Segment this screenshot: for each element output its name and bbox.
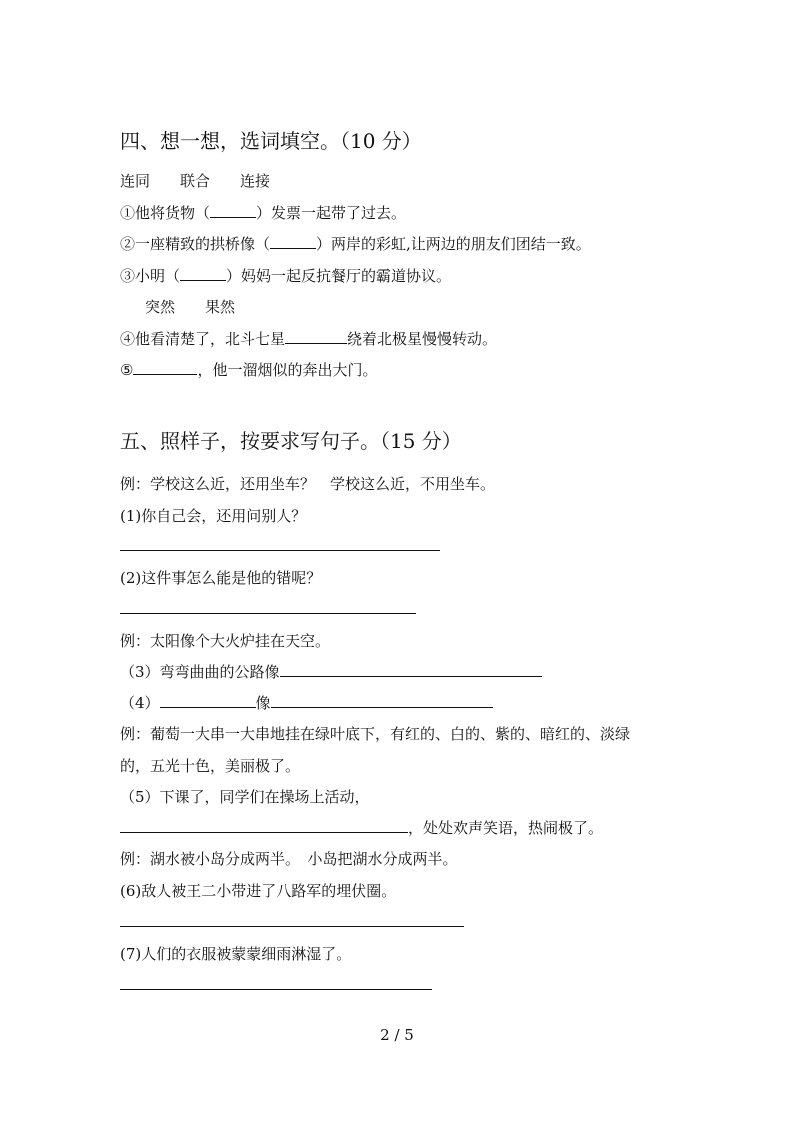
q-text: （3）弯弯曲曲的公路像 (120, 663, 280, 681)
question-5-6: (6)敌人被王二小带进了八路军的埋伏圈。 (120, 882, 397, 900)
answer-blank[interactable] (280, 662, 542, 677)
question-5-7: (7)人们的衣服被蒙蒙细雨淋湿了。 (120, 945, 352, 963)
q-text: 像 (255, 694, 271, 712)
question-4-4 (120, 329, 497, 349)
word-bank-2: 突然 果然 (145, 298, 236, 316)
question-4-2 (120, 234, 591, 254)
q-text: ）发票一起带了过去。 (256, 204, 407, 222)
q-text: ，他一溜烟似的奔出大门。 (197, 361, 378, 379)
page-number: 2 / 5 (380, 1026, 414, 1044)
answer-line[interactable] (120, 926, 464, 927)
answer-blank[interactable] (160, 693, 256, 708)
answer-blank[interactable] (270, 234, 316, 249)
section-5-title: 五、照样子，按要求写句子。（15 分） (120, 429, 462, 453)
answer-blank[interactable] (285, 329, 347, 344)
section-4-title: 四、想一想，选词填空。（10 分） (120, 129, 422, 153)
question-5-1: (1)你自己会，还用问别人？ (120, 507, 307, 525)
example-3-line-1: 例：葡萄一大串一大串地挂在绿叶底下，有红的、白的、紫的、暗红的、淡绿 (120, 725, 631, 743)
answer-line[interactable] (120, 989, 432, 990)
q-text: ，处处欢声笑语，热闹极了。 (408, 819, 604, 837)
example-2: 例：太阳像个大火炉挂在天空。 (120, 632, 331, 650)
q-text: ⑤ (120, 361, 134, 379)
answer-blank[interactable] (271, 693, 493, 708)
q-text: ）两岸的彩虹,让两边的朋友们团结一致。 (316, 235, 591, 253)
q-text: 绕着北极星慢慢转动。 (347, 330, 498, 348)
question-5-5: （5）下课了，同学们在操场上活动， (120, 788, 370, 806)
answer-line[interactable] (120, 613, 416, 614)
word-bank-1: 连同 联合 连接 (120, 172, 271, 190)
question-4-1 (120, 203, 406, 223)
q-text: ①他将货物（ (120, 204, 211, 222)
q-text: ②一座精致的拱桥像（ (120, 235, 271, 253)
answer-blank[interactable] (133, 360, 197, 375)
example-3-line-2: 的，五光十色，美丽极了。 (120, 757, 301, 775)
answer-blank[interactable] (120, 818, 408, 833)
answer-line[interactable] (120, 550, 440, 551)
q-text: （4） (120, 694, 160, 712)
example-4: 例：湖水被小岛分成两半。 小岛把湖水分成两半。 (120, 850, 458, 868)
question-5-3 (120, 662, 542, 682)
example-1: 例：学校这么近，还用坐车？ 学校这么近，不用坐车。 (120, 475, 496, 493)
question-5-4 (120, 693, 493, 713)
q-text: ③小明（ (120, 267, 181, 285)
answer-blank[interactable] (180, 266, 226, 281)
answer-blank[interactable] (210, 203, 256, 218)
question-4-3 (120, 266, 451, 286)
q-text: ）妈妈一起反抗餐厅的霸道协议。 (226, 267, 452, 285)
question-5-2: (2)这件事怎么能是他的错呢？ (120, 569, 322, 587)
q-text: ④他看清楚了，北斗七星 (120, 330, 286, 348)
question-4-5 (120, 360, 377, 380)
question-5-5-continued (120, 818, 603, 838)
